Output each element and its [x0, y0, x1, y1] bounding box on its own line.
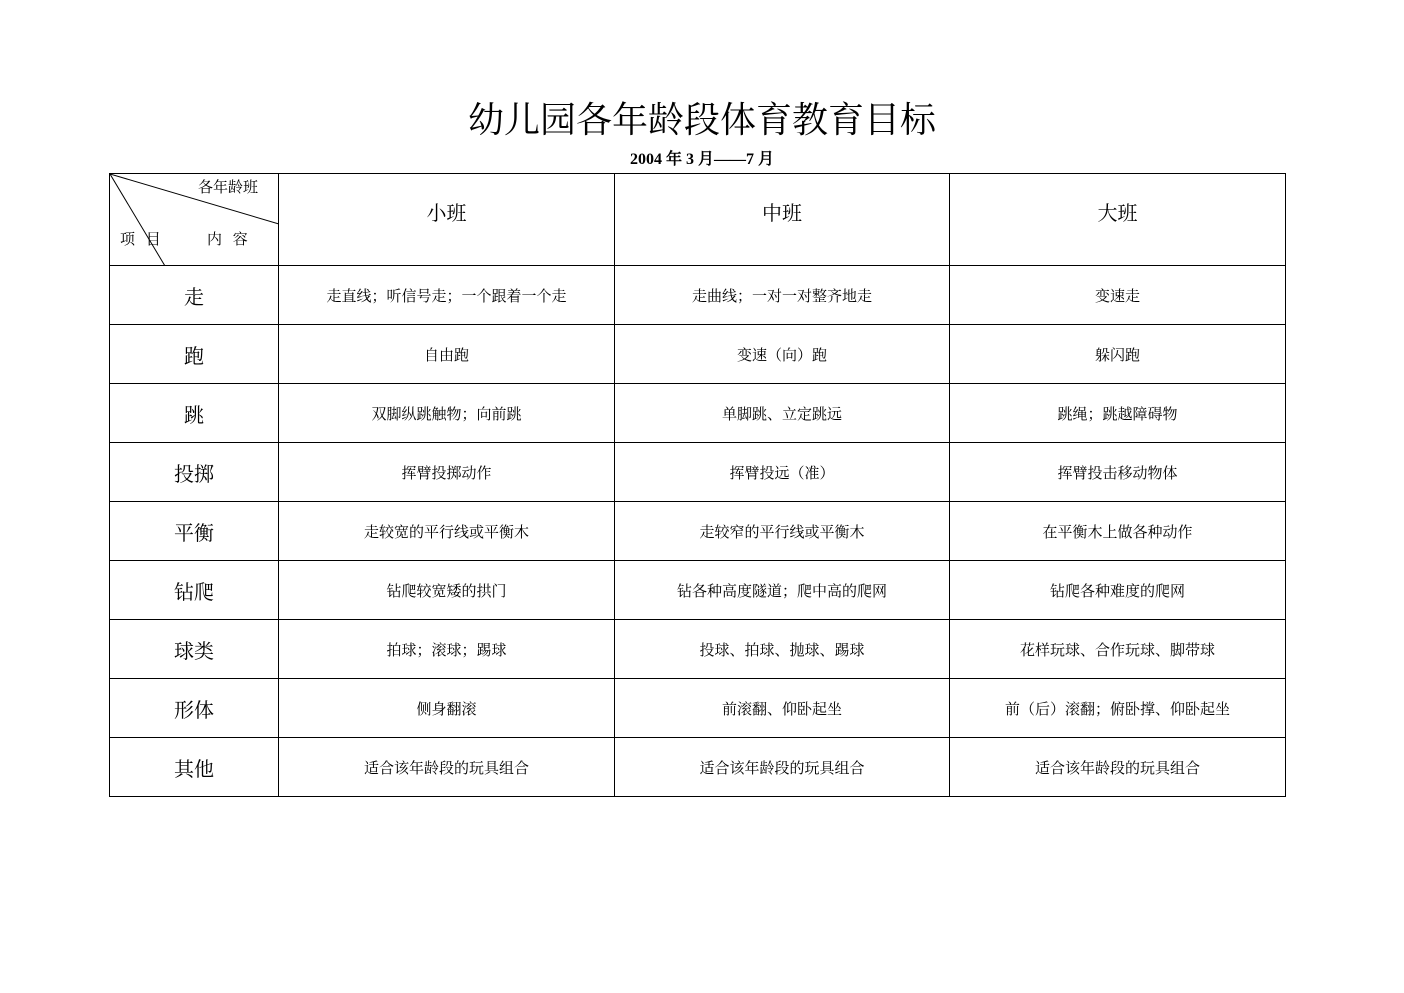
goal-cell: [279, 679, 615, 738]
goal-text: 挥臂投击移动物体: [1057, 463, 1178, 482]
category-label: 跑: [184, 343, 204, 368]
table-row: [110, 384, 1286, 443]
category-cell: [110, 384, 279, 443]
goal-cell: [950, 738, 1286, 797]
column-header-label: 大班: [1097, 201, 1138, 225]
goal-cell: [279, 502, 615, 561]
category-cell: [110, 679, 279, 738]
table-row: [110, 266, 1286, 325]
goal-text: 走较宽的平行线或平衡木: [363, 522, 529, 541]
goal-text: 走直线；听信号走；一个跟着一个走: [326, 286, 567, 305]
corner-item-label: 项 目: [120, 230, 164, 248]
goal-cell: [615, 443, 950, 502]
goal-text: 双脚纵跳触物；向前跳: [371, 404, 522, 423]
table-row: [110, 620, 1286, 679]
corner-header-cell: [110, 174, 279, 266]
goal-text: 投球、拍球、抛球、踢球: [699, 640, 865, 659]
category-label: 形体: [174, 697, 214, 722]
goal-text: 适合该年龄段的玩具组合: [363, 758, 529, 777]
goal-text: 钻各种高度隧道；爬中高的爬网: [676, 581, 887, 600]
goal-text: 钻爬各种难度的爬网: [1049, 581, 1185, 600]
goal-text: 拍球；滚球；踢球: [386, 640, 507, 659]
table-row: [110, 561, 1286, 620]
table-row: [110, 502, 1286, 561]
goal-text: 适合该年龄段的玩具组合: [699, 758, 865, 777]
goal-cell: [615, 266, 950, 325]
document-title: 幼儿园各年龄段体育教育目标: [467, 100, 936, 141]
category-label: 其他: [174, 756, 214, 781]
category-cell: [110, 325, 279, 384]
goal-text: 走曲线；一对一对整齐地走: [691, 286, 872, 305]
column-header-large-class: [950, 174, 1286, 266]
column-header-label: 小班: [426, 201, 467, 225]
goal-text: 钻爬较宽矮的拱门: [386, 581, 507, 600]
category-cell: [110, 738, 279, 797]
table-row: [110, 443, 1286, 502]
goal-text: 侧身翻滚: [416, 699, 477, 718]
goal-cell: [615, 620, 950, 679]
category-label: 投掷: [174, 461, 214, 486]
goal-cell: [615, 502, 950, 561]
category-cell: [110, 620, 279, 679]
goal-cell: [615, 738, 950, 797]
goal-cell: [950, 384, 1286, 443]
goal-cell: [279, 325, 615, 384]
goal-cell: [279, 384, 615, 443]
goal-cell: [950, 620, 1286, 679]
goal-cell: [950, 561, 1286, 620]
goal-text: 适合该年龄段的玩具组合: [1034, 758, 1200, 777]
category-label: 平衡: [174, 520, 214, 545]
goal-cell: [279, 266, 615, 325]
goal-cell: [279, 738, 615, 797]
goal-cell: [279, 620, 615, 679]
corner-age-group-label: 各年龄班: [197, 178, 258, 196]
corner-content-label: 内 容: [207, 230, 251, 248]
goal-cell: [950, 266, 1286, 325]
goal-cell: [950, 443, 1286, 502]
goal-text: 挥臂投掷动作: [401, 463, 492, 482]
goal-text: 跳绳；跳越障碍物: [1057, 404, 1178, 423]
column-header-small-class: [279, 174, 615, 266]
category-cell: [110, 561, 279, 620]
goal-text: 前（后）滚翻；俯卧撑、仰卧起坐: [1004, 699, 1230, 718]
goal-text: 在平衡木上做各种动作: [1042, 522, 1193, 541]
goal-cell: [615, 561, 950, 620]
column-header-middle-class: [615, 174, 950, 266]
goal-text: 挥臂投远（准）: [729, 463, 835, 482]
goal-text: 躲闪跑: [1094, 345, 1140, 364]
goal-text: 单脚跳、立定跳远: [721, 404, 842, 423]
goal-cell: [950, 679, 1286, 738]
goal-text: 前滚翻、仰卧起坐: [721, 699, 842, 718]
document-subtitle: 2004 年 3 月——7 月: [629, 151, 774, 168]
goal-cell: [615, 384, 950, 443]
goal-cell: [950, 502, 1286, 561]
goal-cell: [615, 679, 950, 738]
goal-text: 花样玩球、合作玩球、脚带球: [1019, 640, 1215, 659]
category-label: 球类: [174, 638, 214, 663]
goal-cell: [279, 443, 615, 502]
goal-cell: [279, 561, 615, 620]
header-row: [110, 174, 1286, 266]
table-row: [110, 738, 1286, 797]
table-row: [110, 679, 1286, 738]
category-label: 走: [184, 284, 204, 309]
category-cell: [110, 266, 279, 325]
category-cell: [110, 443, 279, 502]
goal-text: 变速（向）跑: [736, 345, 827, 364]
goals-table: [109, 173, 1286, 797]
category-label: 跳: [184, 402, 204, 427]
table-row: [110, 325, 1286, 384]
category-cell: [110, 502, 279, 561]
goal-cell: [615, 325, 950, 384]
column-header-label: 中班: [762, 201, 802, 225]
goal-text: 变速走: [1094, 286, 1140, 305]
goal-text: 自由跑: [423, 345, 469, 364]
goal-cell: [950, 325, 1286, 384]
goal-text: 走较窄的平行线或平衡木: [699, 522, 865, 541]
category-label: 钻爬: [174, 579, 214, 604]
